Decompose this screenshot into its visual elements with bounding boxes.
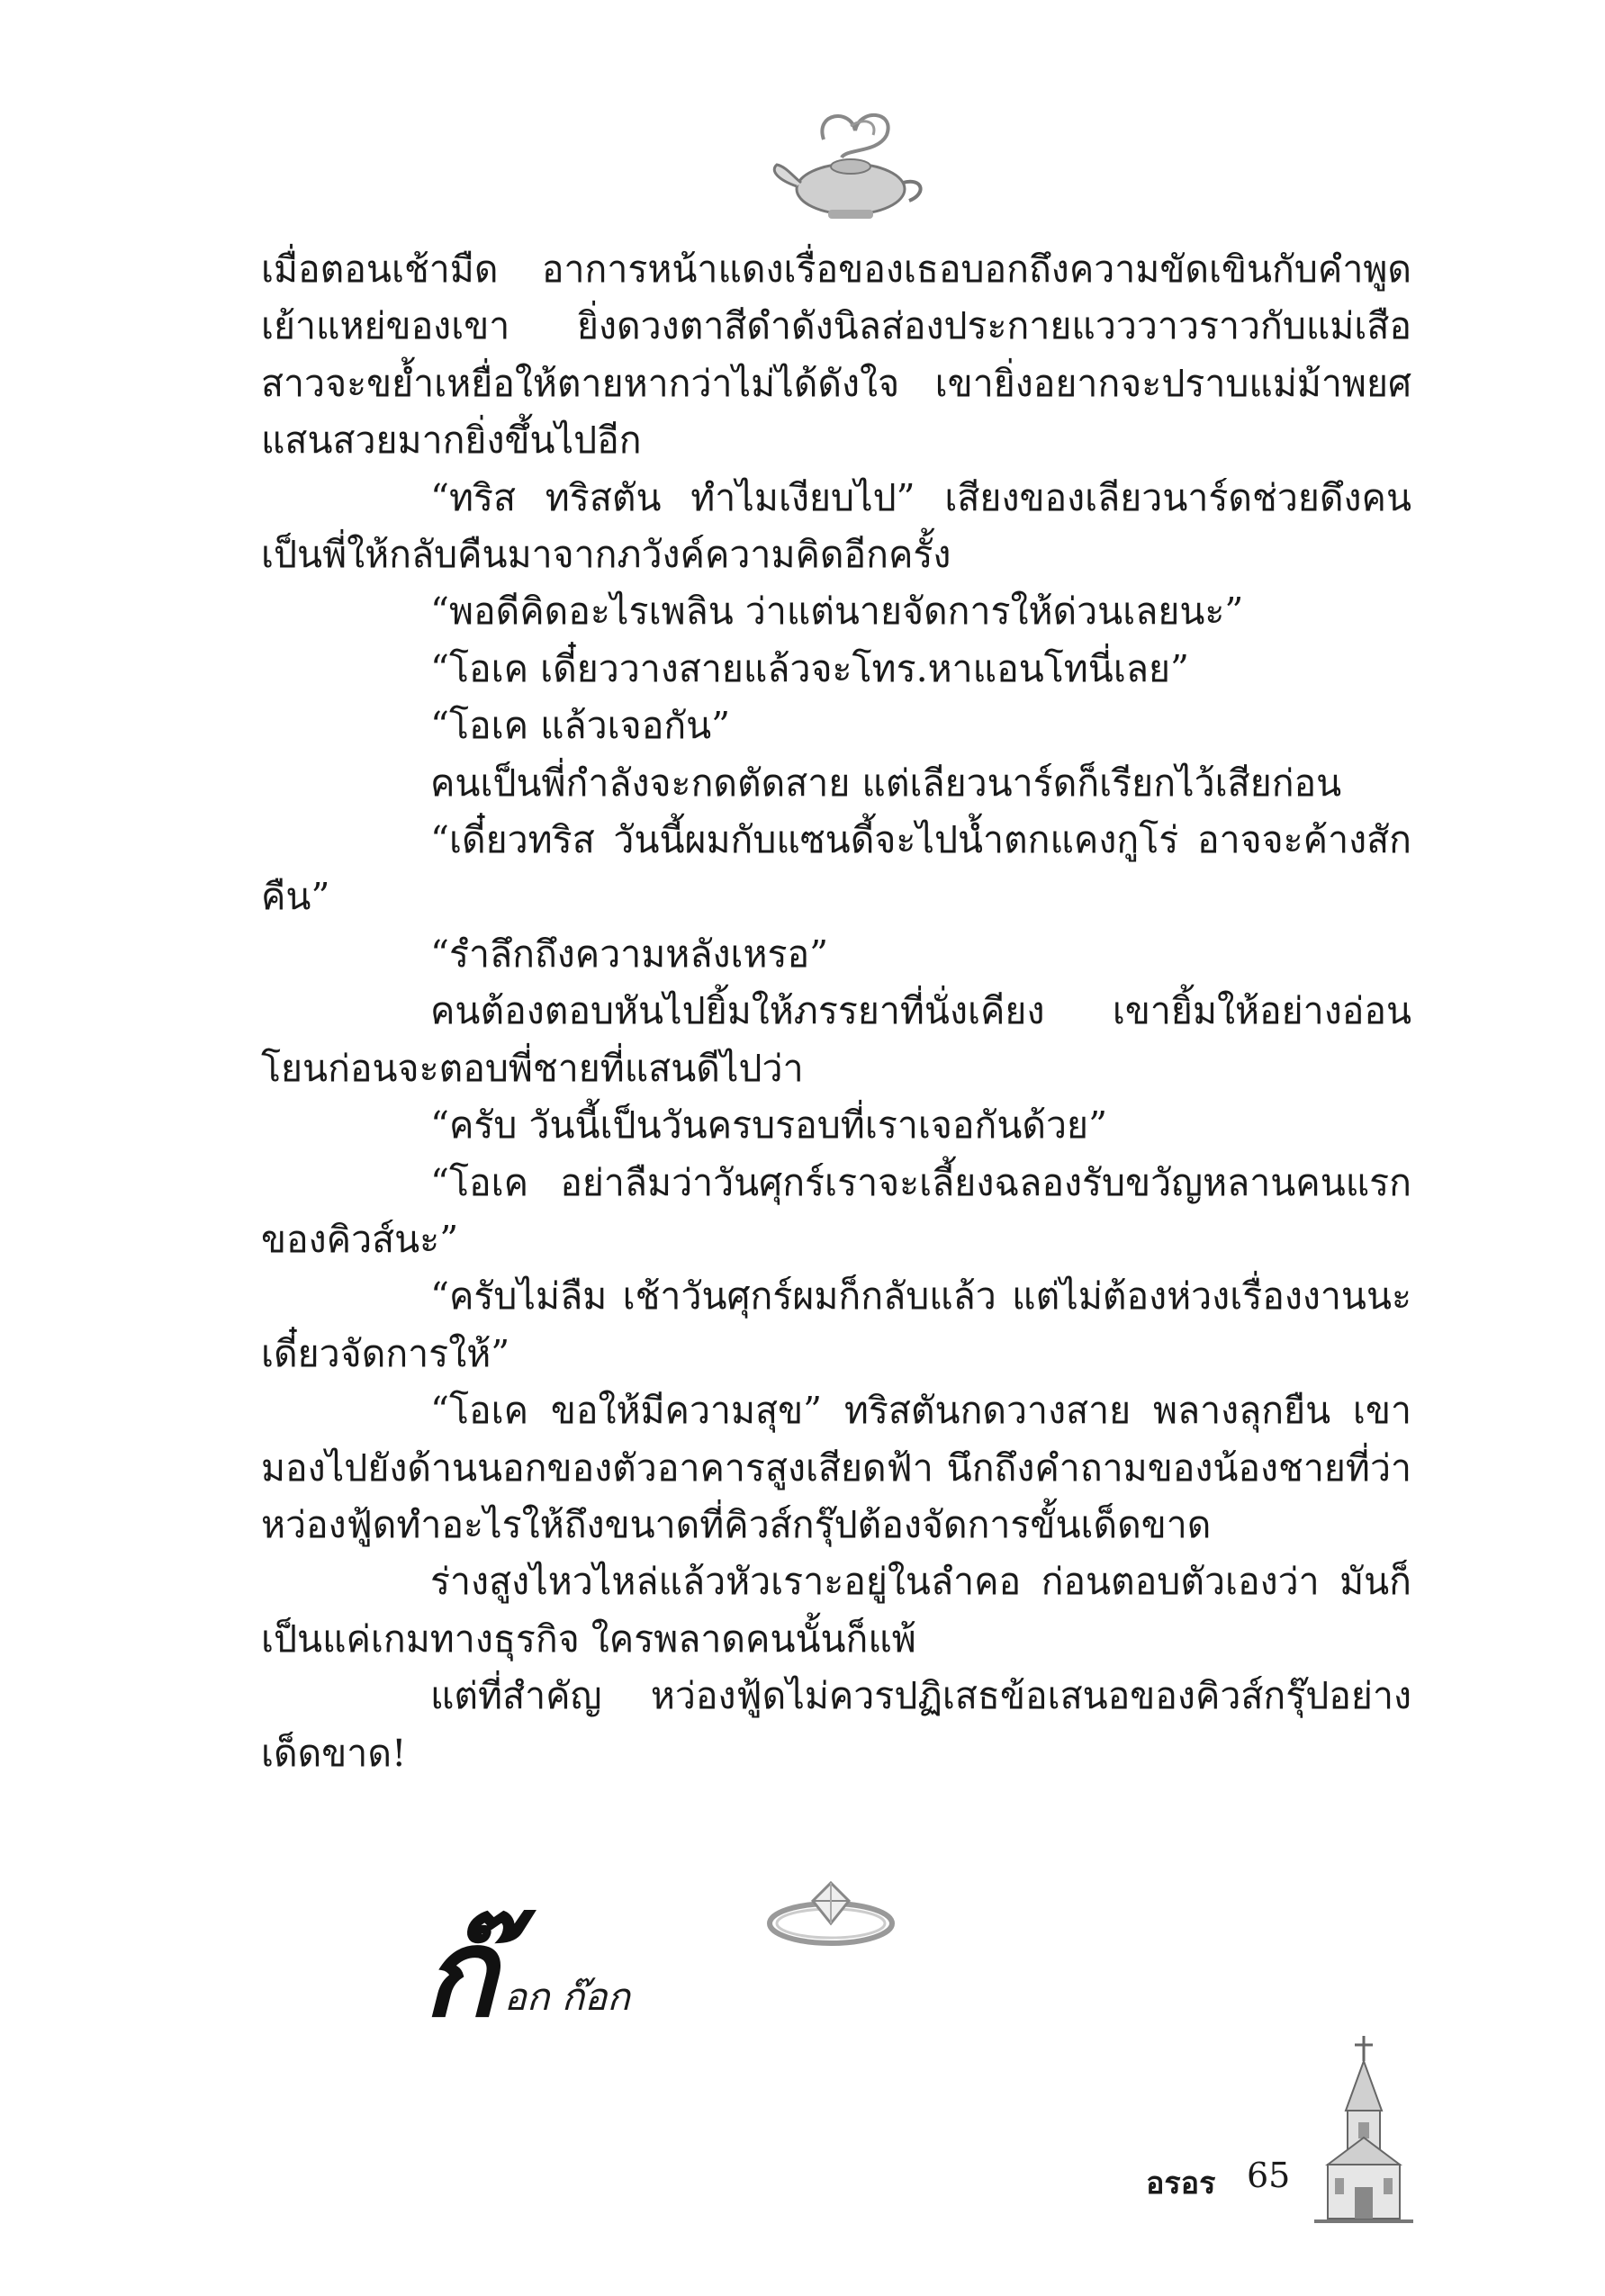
paragraph: คนต้องตอบหันไปยิ้มให้ภรรยาที่นั่งเคียง เขายิ้มให้อย่างอ่อนโยนก่อนจะตอบพี่ชายที่แสนดีไปว่า [261, 989, 1411, 1090]
diamond-ring-icon [763, 1874, 898, 1955]
teapot-ornament-icon [761, 104, 941, 230]
paragraph: “รำลึกถึงความหลังเหรอ” [430, 932, 829, 976]
church-icon [1310, 2034, 1418, 2232]
page-number: 65 [1247, 2156, 1291, 2195]
paragraph: “ครับไม่ลืม เช้าวันศุกร์ผมก็กลับแล้ว แต่ไม่ต้องห่วงเรื่องงานนะเดี๋ยวจัดการให้” [261, 1274, 1411, 1375]
paragraph: “พอดีคิดอะไรเพลิน ว่าแต่นายจัดการให้ด่วนเลยนะ” [430, 590, 1244, 634]
paragraph: “ทริส ทริสตัน ทำไมเงียบไป” เสียงของเลียวนาร์ดช่วยดึงคนเป็นพี่ให้กลับคืนมาจากภวังค์ความคิดอีกครั้ง [261, 475, 1411, 577]
book-title: อรอร [1146, 2165, 1216, 2201]
paragraph: “เดี๋ยวทริส วันนี้ผมกับแซนดี้จะไปน้ำตกแคงกูโร่ อาจจะค้างสักคืน” [261, 818, 1411, 919]
paragraph: ร่างสูงไหวไหล่แล้วหัวเราะอยู่ในลำคอ ก่อนตอบตัวเองว่า มันก็เป็นแค่เกมทางธุรกิจ ใครพลาดคนนั้นก็แพ้ [261, 1560, 1411, 1661]
drop-cap-rest: อก ก๊อก [503, 1975, 630, 2019]
paragraph: “ครับ วันนี้เป็นวันครบรอบที่เราเจอกันด้วย” [430, 1103, 1108, 1148]
paragraph: คนเป็นพี่กำลังจะกดตัดสาย แต่เลียวนาร์ดก็เรียกไว้เสียก่อน [430, 761, 1342, 805]
paragraph: “โอเค แล้วเจอกัน” [430, 704, 731, 748]
paragraph: เมื่อตอนเช้ามืด อาการหน้าแดงเรื่อของเธอบอกถึงความขัดเขินกับคำพูดเย้าแหย่ของเขา ยิ่งดวงตาสีดำดังนิลส่องประกายแวววาวราวกับแม่เสือสาวจะขย้ำเหยื่อให้ตายหากว่าไม่ได้ดังใจ เขายิ่งอยากจะปราบแม่ม้าพยศแสนสวยมากยิ่งขึ้นไปอีก [261, 248, 1411, 463]
next-chapter-heading [423, 1903, 630, 2048]
paragraph: “โอเค เดี๋ยววางสายแล้วจะโทร.หาแอนโทนี่เลย” [430, 646, 1189, 690]
paragraph: แต่ที่สำคัญ หว่องฟู้ดไม่ควรปฏิเสธข้อเสนอของคิวส์กรุ๊ปอย่างเด็ดขาด! [261, 1674, 1411, 1775]
body-text [261, 241, 1411, 1782]
paragraph: “โอเค อย่าลืมว่าวันศุกร์เราจะเลี้ยงฉลองรับขวัญหลานคนแรกของคิวส์นะ” [261, 1160, 1411, 1261]
paragraph: “โอเค ขอให้มีความสุข” ทริสตันกดวางสาย พลางลุกยืน เขามองไปยังด้านนอกของตัวอาคารสูงเสียดฟ้า นึกถึงคำถามของน้องชายที่ว่าหว่องฟู้ดทำอะไรให้ถึงขนาดที่คิวส์กรุ๊ปต้องจัดการขั้นเด็ดขาด [261, 1389, 1411, 1546]
drop-cap: ก๊ [423, 1903, 497, 2044]
